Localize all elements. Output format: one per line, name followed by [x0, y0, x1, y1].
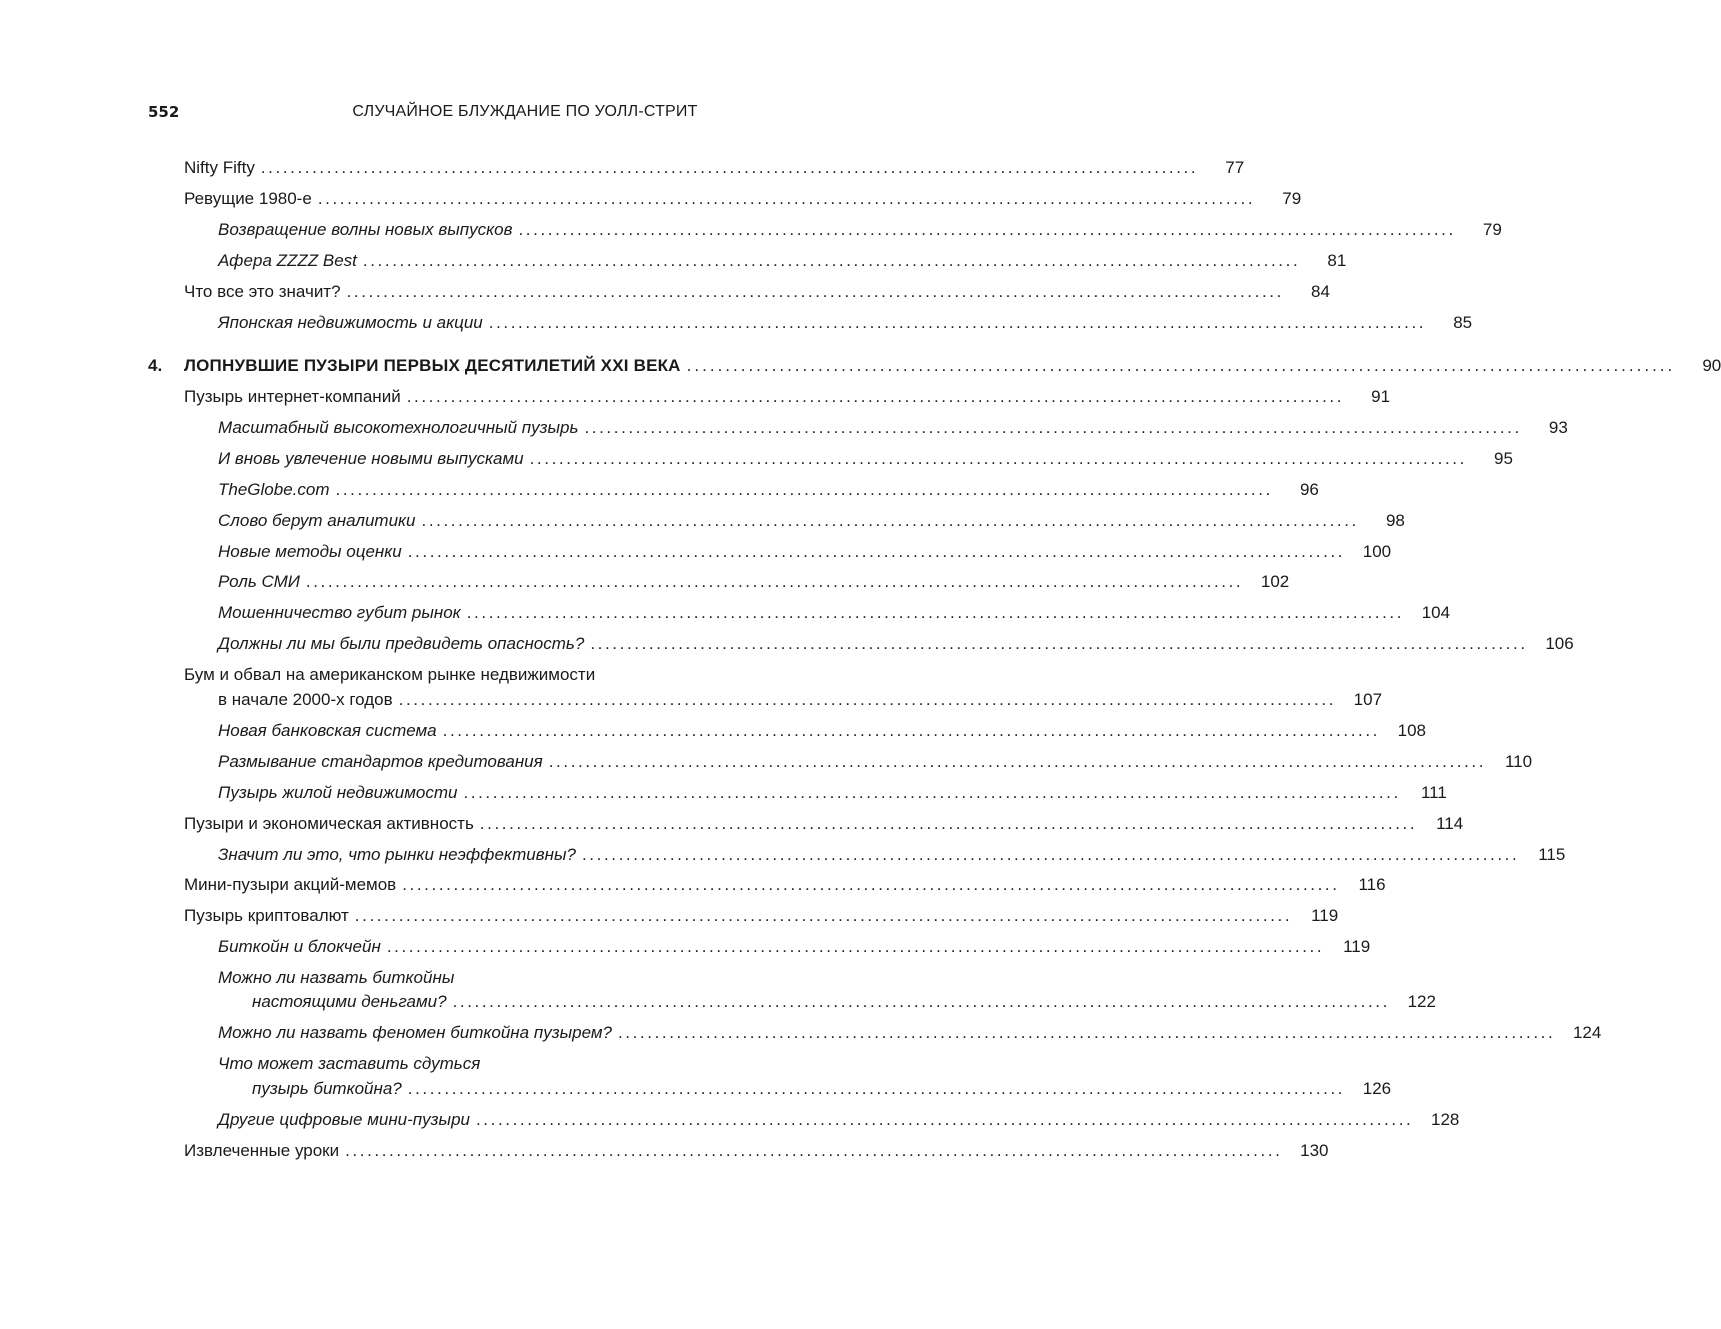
toc-entry-title: Мини-пузыри акций-мемов: [184, 875, 397, 894]
toc-subentry[interactable]: [0, 989, 1436, 1015]
toc-subentry[interactable]: [0, 780, 1447, 806]
toc-subentry[interactable]: [0, 310, 1473, 336]
toc-entry-title: Значит ли это, что рынки неэффективны?: [218, 845, 576, 864]
toc-entry-title: Биткойн и блокчейн: [218, 937, 381, 956]
dot-leader: ................................................................................................................................: [529, 449, 1467, 468]
toc-entry-title: Размывание стандартов кредитования: [218, 752, 543, 771]
toc-entry[interactable]: [0, 687, 1383, 713]
toc-entry-page: 122: [1407, 992, 1436, 1011]
toc-entry-page: 85: [1453, 313, 1473, 332]
dot-leader: ................................................................................................................................: [335, 480, 1273, 499]
dot-leader: ................................................................................................................................: [584, 418, 1522, 437]
dot-leader: ................................................................................................................................: [475, 1110, 1414, 1129]
toc-entry-page: 98: [1385, 511, 1405, 530]
dot-leader: ................................................................................................................................: [317, 189, 1256, 208]
toc-entry-page: 116: [1358, 875, 1386, 894]
toc-entry-title: Можно ли назвать феномен биткойна пузырем?: [218, 1023, 612, 1042]
toc-entry[interactable]: [0, 1138, 1329, 1164]
toc-entry-title: настоящими деньгами?: [252, 992, 447, 1011]
toc-entry-title: Японская недвижимость и акции: [218, 313, 483, 332]
toc-entry-first-line[interactable]: Бум и обвал на американском рынке недвижимости: [184, 665, 596, 684]
dot-leader: ................................................................................................................................: [305, 572, 1244, 591]
toc-subentry[interactable]: [0, 539, 1392, 565]
toc-entry-title: Возвращение волны новых выпусков: [218, 220, 513, 239]
toc-entry-title: Ревущие 1980-е: [184, 189, 312, 208]
dot-leader: ................................................................................................................................: [346, 282, 1284, 301]
toc-entry-title: пузырь биткойна?: [252, 1079, 402, 1098]
toc-entry-page: 102: [1260, 572, 1290, 591]
toc-subentry[interactable]: [0, 446, 1513, 472]
toc-subentry[interactable]: [0, 1076, 1392, 1102]
toc-subentry[interactable]: [0, 248, 1347, 274]
toc-entry-title: Масштабный высокотехнологичный пузырь: [218, 418, 579, 437]
toc-subentry[interactable]: [0, 508, 1405, 534]
toc-entry-title: Должны ли мы были предвидеть опасность?: [218, 634, 585, 653]
toc-entry-page: 96: [1299, 480, 1319, 499]
toc-entry-title: Новая банковская система: [218, 721, 437, 740]
dot-leader: ................................................................................................................................: [407, 542, 1346, 561]
toc-entry-page: 79: [1482, 220, 1502, 239]
dot-leader: ................................................................................................................................: [442, 721, 1380, 740]
toc-entry-title: Пузырь жилой недвижимости: [218, 783, 458, 802]
toc-subentry[interactable]: [0, 217, 1502, 243]
running-title: СЛУЧАЙНОЕ БЛУЖДАНИЕ ПО УОЛЛ-СТРИТ: [352, 103, 698, 120]
toc-entry-page: 95: [1494, 449, 1513, 468]
toc-entry-title: Что все это значит?: [184, 282, 341, 301]
toc-entry-title: Извлеченные уроки: [184, 1141, 340, 1160]
dot-leader: ................................................................................................................................: [386, 937, 1325, 956]
toc-entry-title: Пузырь интернет-компаний: [184, 387, 401, 406]
toc-entry[interactable]: [0, 279, 1330, 305]
toc-entry[interactable]: [0, 155, 1245, 181]
toc-entry-page: 107: [1353, 690, 1383, 709]
dot-leader: ................................................................................................................................: [617, 1023, 1556, 1042]
toc-subentry[interactable]: [0, 600, 1451, 626]
dot-leader: ................................................................................................................................: [463, 783, 1401, 802]
toc-entry-page: 115: [1538, 845, 1566, 864]
toc-subentry[interactable]: [0, 718, 1426, 744]
toc-entry-page: 93: [1548, 418, 1568, 437]
dot-leader: ................................................................................................................................: [354, 906, 1293, 925]
toc-entry-title: Слово берут аналитики: [218, 511, 416, 530]
toc-entry-page: 126: [1362, 1079, 1392, 1098]
toc-subentry-first-line[interactable]: Что может заставить сдуться: [218, 1054, 481, 1073]
toc-entry-page: 84: [1311, 282, 1330, 301]
chapter-number: 4.: [148, 356, 163, 375]
toc-entry-title: Пузырь криптовалют: [184, 906, 349, 925]
page-header: [148, 99, 762, 125]
dot-leader: ................................................................................................................................: [402, 875, 1340, 894]
toc-entry-page: 91: [1371, 387, 1391, 406]
toc-chapter[interactable]: [0, 353, 1721, 379]
toc-entry-title: Другие цифровые мини-пузыри: [218, 1110, 470, 1129]
toc-entry-page: 119: [1311, 906, 1339, 925]
dot-leader: ................................................................................................................................: [407, 1079, 1346, 1098]
dot-leader: ................................................................................................................................: [345, 1141, 1283, 1160]
toc-entry-page: 130: [1300, 1141, 1329, 1160]
toc-entry-page: 119: [1343, 937, 1371, 956]
toc-subentry-first-line[interactable]: Можно ли назвать биткойны: [218, 968, 455, 987]
dot-leader: ................................................................................................................................: [260, 158, 1199, 177]
dot-leader: ................................................................................................................................: [686, 356, 1676, 375]
dot-leader: ................................................................................................................................: [518, 220, 1456, 239]
toc-entry-page: 79: [1282, 189, 1302, 208]
toc-entry-title: в начале 2000-х годов: [218, 690, 393, 709]
toc-entry[interactable]: [0, 186, 1302, 212]
toc-entry-title: TheGlobe.com: [218, 480, 330, 499]
chapter-title: ЛОПНУВШИЕ ПУЗЫРИ ПЕРВЫХ ДЕСЯТИЛЕТИЙ XXI ВЕКА: [184, 356, 681, 375]
toc-entry[interactable]: [0, 811, 1464, 837]
toc-entry-title: Роль СМИ: [218, 572, 300, 591]
toc-entry-title: Афера ZZZZ Best: [218, 251, 357, 270]
dot-leader: ................................................................................................................................: [452, 992, 1390, 1011]
toc-entry-page: 100: [1362, 542, 1392, 561]
dot-leader: ................................................................................................................................: [362, 251, 1301, 270]
toc-subentry[interactable]: [0, 1107, 1460, 1133]
dot-leader: ................................................................................................................................: [581, 845, 1520, 864]
toc-entry-page: 110: [1504, 752, 1533, 771]
dot-leader: ................................................................................................................................: [466, 603, 1405, 622]
toc-entry-title: И вновь увлечение новыми выпусками: [218, 449, 524, 468]
dot-leader: ................................................................................................................................: [421, 511, 1359, 530]
toc-entry-page: 111: [1420, 783, 1447, 802]
toc-entry-page: 108: [1397, 721, 1426, 740]
toc-entry-title: Пузыри и экономическая активность: [184, 814, 474, 833]
toc-subentry[interactable]: [0, 477, 1319, 503]
dot-leader: ................................................................................................................................: [479, 814, 1418, 833]
dot-leader: ................................................................................................................................: [398, 690, 1337, 709]
toc-entry-title: Новые методы оценки: [218, 542, 402, 561]
toc-entry-page: 81: [1327, 251, 1347, 270]
dot-leader: ................................................................................................................................: [590, 634, 1528, 653]
toc-subentry[interactable]: [0, 842, 1566, 868]
toc-entry-page: 124: [1572, 1023, 1602, 1042]
toc-entry[interactable]: [0, 384, 1391, 410]
toc-entry-page: 77: [1225, 158, 1245, 177]
toc-subentry[interactable]: [0, 415, 1568, 441]
dot-leader: ................................................................................................................................: [548, 752, 1487, 771]
toc-entry[interactable]: [0, 903, 1339, 929]
toc-entry-page: 106: [1545, 634, 1574, 653]
toc-entry-title: Мошенничество губит рынок: [218, 603, 461, 622]
toc-entry-page: 128: [1430, 1110, 1460, 1129]
toc-subentry[interactable]: [0, 569, 1290, 595]
toc-entry[interactable]: [0, 872, 1386, 898]
toc-entry-page: 114: [1436, 814, 1464, 833]
toc-entry-page: 104: [1421, 603, 1451, 622]
toc-subentry[interactable]: [0, 1020, 1602, 1046]
toc-subentry[interactable]: [0, 631, 1574, 657]
toc-subentry[interactable]: [0, 749, 1533, 775]
toc-entry-title: Nifty Fifty: [184, 158, 255, 177]
page-number: 552: [148, 103, 180, 121]
toc-entry-page: 90: [1702, 356, 1721, 375]
toc-subentry[interactable]: [0, 934, 1371, 960]
dot-leader: ................................................................................................................................: [406, 387, 1345, 406]
dot-leader: ................................................................................................................................: [488, 313, 1427, 332]
